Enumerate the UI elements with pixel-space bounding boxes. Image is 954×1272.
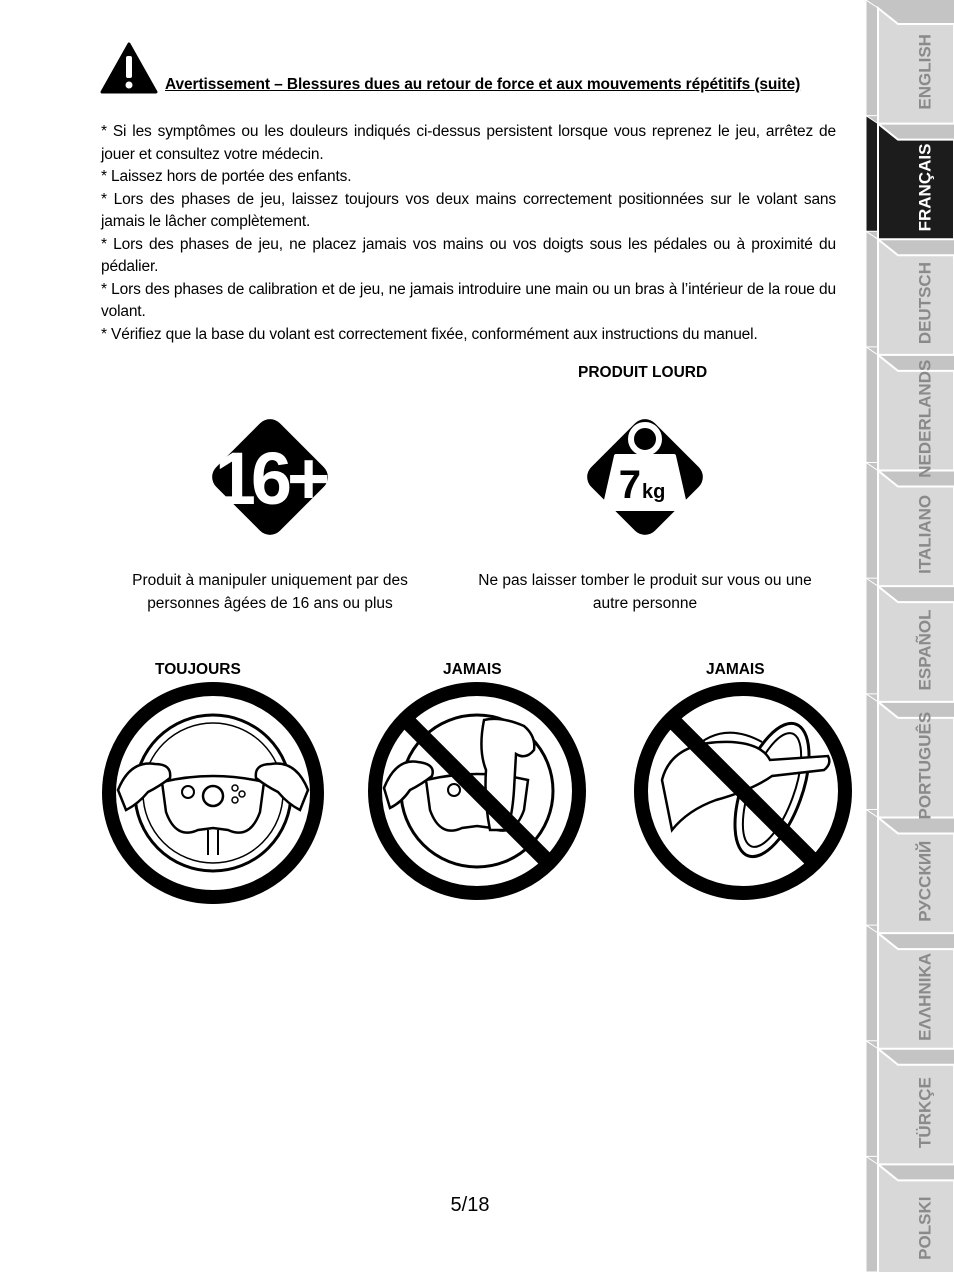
warning-heading: Avertissement – Blessures dues au retour de force et aux mouvements répétitifs (suite) (165, 76, 801, 93)
paragraph: * Lors des phases de jeu, ne placez jamais vos mains ou vos doigts sous les pédales ou à proximité du pédalier. (101, 235, 836, 275)
paragraph: * Lors des phases de calibration et de jeu, ne jamais introduire une main ou un bras à l’intérieur de la roue du volant. (101, 280, 836, 320)
lang-tab-label: ΕΛΛΗΝΙΚΑ (915, 952, 935, 1041)
wheel-prohibited-arm-icon (632, 680, 854, 902)
label-never-pedals: JAMAIS (443, 661, 502, 678)
warning-icon (100, 42, 158, 94)
lang-tab-label: NEDERLANDS (915, 359, 935, 478)
lang-tab-label: ESPAÑOL (915, 609, 935, 691)
weight-7kg-icon (569, 401, 721, 553)
weight-value: 7 (618, 463, 641, 507)
wheel-hands-on-icon (100, 680, 326, 906)
paragraph: * Lors des phases de jeu, laissez toujours vos deux mains correctement positionnées sur le volant sans jamais le lâcher complètement. (101, 190, 836, 230)
heavy-product-label: PRODUIT LOURD (578, 364, 708, 381)
lang-tab-label: РУССКИЙ (915, 840, 935, 922)
lang-tab-label: ITALIANO (915, 494, 935, 574)
label-never-wheel: JAMAIS (706, 661, 765, 678)
lang-tab-label: POLSKI (915, 1196, 935, 1260)
age-caption: Produit à manipuler uniquement par des personnes âgées de 16 ans ou plus (132, 572, 408, 612)
page-number: 5/18 (450, 1194, 490, 1216)
wheel-prohibited-hands-icon (366, 680, 588, 902)
lang-tab-label: PORTUGUÊS (915, 711, 935, 820)
language-tabs (866, 0, 954, 1272)
warning-text (101, 121, 836, 346)
weight-unit: kg (642, 481, 666, 503)
paragraph: * Vérifiez que la base du volant est correctement fixée, conformément aux instructions du manuel. (101, 325, 758, 343)
age-icon-text: 16+ (214, 437, 326, 520)
paragraph: * Laissez hors de portée des enfants. (101, 168, 352, 185)
lang-tab-label: TÜRKÇE (915, 1077, 935, 1148)
age-16-icon (194, 401, 346, 553)
label-always: TOUJOURS (155, 661, 241, 678)
lang-tab-label: FRANÇAIS (915, 143, 935, 232)
lang-tab-label: ENGLISH (915, 34, 935, 110)
paragraph: * Si les symptômes ou les douleurs indiqués ci-dessus persistent lorsque vous reprenez le jeu, arrêtez de jouer et consultez votre médecin. (101, 123, 836, 163)
lang-tab-label: DEUTSCH (915, 262, 935, 345)
heavy-caption: Ne pas laisser tomber le produit sur vous ou une autre personne (478, 572, 812, 612)
